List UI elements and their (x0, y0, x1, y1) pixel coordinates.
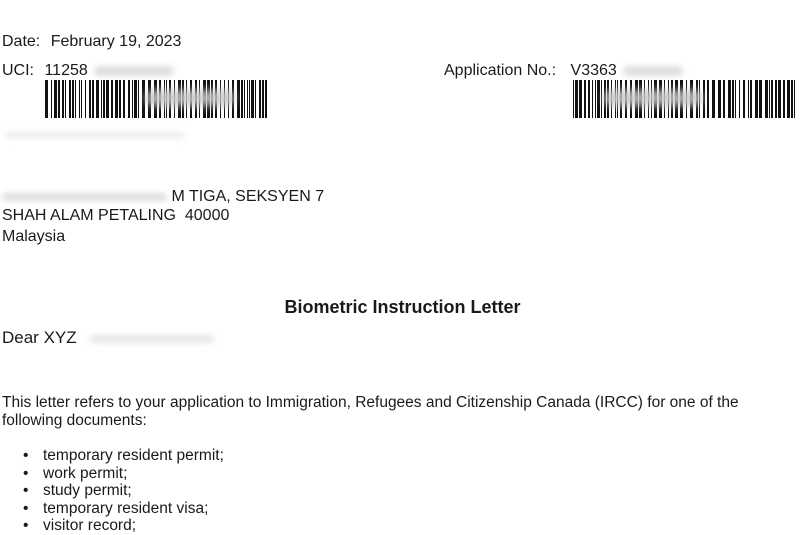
application-redaction (623, 66, 683, 76)
date-label: Date: (2, 33, 41, 50)
greeting (2, 328, 214, 348)
intro-line-1: This letter refers to your application to Immigration, Refugees and Citizenship Canada (IRCC) for one of the (2, 394, 739, 411)
date-value: February 19, 2023 (50, 33, 182, 50)
intro-line-2: following documents: (2, 412, 147, 429)
list-item: • visitor record; (0, 517, 224, 535)
header-redaction (5, 126, 185, 144)
address-line-1-text: M TIGA, SEKSYEN 7 (171, 188, 325, 205)
uci-label: UCI: (2, 62, 34, 79)
address-line-3: Malaysia (2, 228, 66, 245)
date-row (2, 33, 181, 51)
address-line-2: SHAH ALAM PETALING 40000 (2, 207, 230, 224)
application-barcode (573, 80, 798, 118)
list-item: • study permit; (0, 482, 224, 500)
uci-barcode (45, 80, 270, 118)
application-label: Application No.: (444, 62, 557, 79)
letter-title: Biometric Instruction Letter (284, 297, 521, 317)
documents-list (0, 447, 224, 535)
uci-row (2, 62, 174, 80)
list-item: • temporary resident visa; (0, 500, 224, 518)
list-item: • work permit; (0, 465, 224, 483)
greeting-redaction (89, 335, 214, 343)
address-line-1 (2, 188, 324, 206)
uci-redaction (94, 66, 174, 76)
application-value: V3363 (570, 62, 617, 79)
greeting-text: Dear XYZ (2, 328, 77, 347)
address-redaction (2, 193, 167, 201)
list-item: • temporary resident permit; (0, 447, 224, 465)
uci-value: 11258 (44, 62, 88, 79)
application-row (444, 62, 683, 80)
